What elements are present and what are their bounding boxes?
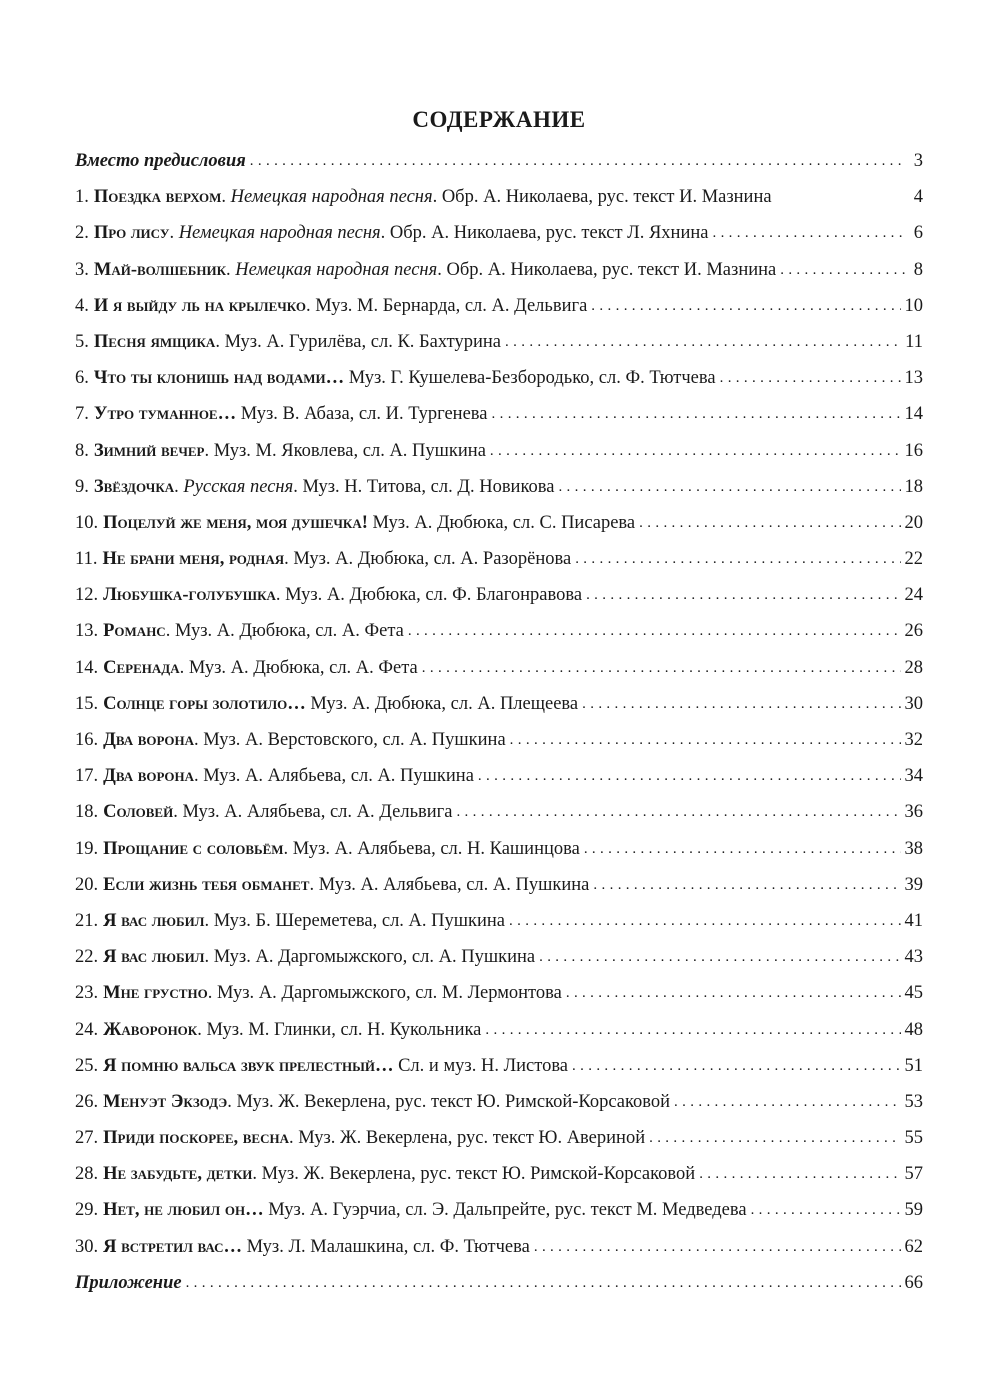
- page-number: 14: [904, 404, 923, 425]
- leader-dots: [649, 1124, 900, 1151]
- toc-row[interactable]: [75, 293, 923, 329]
- entry-title-tail: .: [309, 874, 315, 895]
- entry-title: Утро туманное…: [93, 404, 237, 425]
- entry-subtitle: Немецкая народная песня: [230, 187, 433, 208]
- entry-title: Звёздочка: [93, 476, 175, 497]
- entry-number: 5.: [75, 331, 89, 352]
- entry-title-tail: .: [252, 1164, 258, 1185]
- leader-dots: [558, 473, 900, 500]
- leader-dots: [586, 581, 900, 608]
- entry-details: Сл. и муз. Н. Листова: [393, 1055, 569, 1076]
- entry-details: Муз. Ж. Векерлена, рус. текст Ю. Римской-Корсаковой: [231, 1091, 671, 1112]
- entry-details: Муз. А. Алябьева, сл. А. Пушкина: [198, 766, 474, 787]
- page-number: 53: [904, 1091, 923, 1112]
- entry-subtitle: Немецкая народная песня: [235, 259, 438, 280]
- toc-entry-text: [75, 220, 708, 246]
- leader-dots: [456, 798, 900, 825]
- toc-row[interactable]: [75, 582, 923, 618]
- entry-number: 20.: [75, 874, 99, 895]
- entry-title-tail: .: [197, 1019, 202, 1040]
- entry-title: Не забудьте, детки: [103, 1164, 253, 1185]
- entry-number: 12.: [75, 585, 99, 606]
- entry-details: Муз. А. Дюбюка, сл. С. Писарева: [367, 512, 636, 533]
- entry-title: Что ты клонишь над водами…: [93, 368, 345, 389]
- entry-number: 3.: [75, 259, 89, 280]
- toc-row[interactable]: [75, 908, 923, 944]
- toc-row[interactable]: [75, 1161, 923, 1197]
- entry-number: 7.: [75, 404, 89, 425]
- toc-entry-text: [75, 1197, 747, 1223]
- entry-title: Романс: [103, 621, 166, 642]
- entry-title-tail: .: [204, 440, 210, 461]
- entry-details: Муз. А. Алябьева, сл. Н. Кашинцова: [288, 838, 580, 859]
- toc-entry-text: [75, 257, 776, 283]
- toc-entry-text: [75, 1053, 568, 1079]
- entry-title: Любушка-голубушка: [103, 585, 276, 606]
- page-number: 8: [913, 259, 923, 280]
- entry-title-tail: .: [227, 1091, 232, 1112]
- entry-details: Муз. Ж. Векерлена, рус. текст Ю. Авериной: [293, 1128, 646, 1149]
- entry-number: 29.: [75, 1200, 99, 1221]
- leader-dots: [186, 1269, 901, 1296]
- toc-entry-text: [75, 655, 418, 681]
- leader-dots: [584, 835, 901, 862]
- entry-title-tail: .: [284, 549, 289, 570]
- page-number: 34: [904, 766, 923, 787]
- leader-dots: [712, 219, 905, 246]
- toc-row[interactable]: [75, 438, 923, 474]
- toc-row[interactable]: [75, 691, 923, 727]
- entry-title: Приди поскорее, весна: [103, 1128, 289, 1149]
- entry-title-tail: .: [226, 259, 231, 280]
- page-number: 24: [904, 585, 923, 606]
- toc-row[interactable]: [75, 401, 923, 437]
- entry-number: 18.: [75, 802, 99, 823]
- entry-title: Нет, не любил он…: [103, 1200, 264, 1221]
- leader-dots: [780, 256, 905, 283]
- entry-number: 1.: [75, 187, 89, 208]
- toc-row-preface[interactable]: [75, 148, 923, 184]
- entry-details: Муз. А. Даргомыжского, сл. М. Лермонтова: [212, 983, 562, 1004]
- entry-details: Муз. А. Дюбюка, сл. А. Фета: [184, 657, 418, 678]
- entry-subtitle: Русская песня: [183, 476, 294, 497]
- toc-entry-text: [75, 1234, 530, 1260]
- entry-details: Муз. А. Гурилёва, сл. К. Бахтурина: [219, 331, 502, 352]
- page-number: 51: [904, 1055, 923, 1076]
- toc-entry-text: [75, 1017, 481, 1043]
- entry-number: 13.: [75, 621, 99, 642]
- toc-row[interactable]: [75, 1089, 923, 1125]
- entry-title: Соловей: [103, 802, 174, 823]
- page-number: 66: [904, 1272, 923, 1293]
- toc-entry-text: [75, 510, 635, 536]
- entry-number: 25.: [75, 1055, 99, 1076]
- toc-row[interactable]: [75, 329, 923, 365]
- entry-title-tail: .: [289, 1128, 294, 1149]
- entry-details: Муз. А. Дюбюка, сл. А. Разорёнова: [288, 549, 572, 570]
- leader-dots: [751, 1196, 901, 1223]
- entry-title: Не брани меня, родная: [102, 549, 285, 570]
- entry-number: 6.: [75, 368, 89, 389]
- entry-details: Муз. А. Верстовского, сл. А. Пушкина: [198, 730, 506, 750]
- toc-entry-text: [75, 546, 571, 572]
- entry-details: Муз. А. Дюбюка, сл. А. Плещеева: [305, 693, 579, 714]
- leader-dots: [674, 1088, 900, 1115]
- toc-row[interactable]: [75, 836, 923, 872]
- toc-entry-text: [75, 944, 535, 970]
- page-number: 39: [904, 874, 923, 895]
- leader-dots: [505, 328, 901, 355]
- entry-number: 30.: [75, 1236, 99, 1257]
- entry-title: Зимний вечер: [93, 440, 205, 461]
- page-number: 22: [904, 549, 923, 570]
- leader-dots: [510, 726, 901, 753]
- toc-row[interactable]: [75, 655, 923, 691]
- entry-details: Муз. М. Глинки, сл. Н. Кукольника: [201, 1019, 482, 1040]
- entry-title-tail: .: [193, 730, 199, 750]
- entry-number: 8.: [75, 440, 89, 461]
- preface-label: Вместо предисловия: [75, 151, 246, 171]
- entry-number: 27.: [75, 1128, 99, 1149]
- entry-number: 26.: [75, 1091, 99, 1112]
- entry-title: Два ворона: [103, 730, 194, 750]
- entry-title-tail: .: [215, 331, 220, 352]
- leader-dots: [490, 437, 901, 464]
- toc-row[interactable]: [75, 1234, 923, 1270]
- page-number: 45: [904, 983, 923, 1004]
- toc-entry-text: [75, 582, 582, 608]
- entry-number: 15.: [75, 693, 99, 714]
- toc-entry-text: [75, 293, 587, 319]
- entry-details: Муз. А. Алябьева, сл. А. Пушкина: [314, 874, 590, 895]
- page-number: 62: [904, 1236, 923, 1257]
- table-of-contents: [75, 148, 923, 1306]
- page-number: 6: [913, 223, 923, 244]
- toc-entry-text: [75, 763, 474, 789]
- toc-row[interactable]: [75, 1017, 923, 1053]
- entry-details: Муз. М. Бернарда, сл. А. Дельвига: [310, 295, 588, 316]
- entry-number: 28.: [75, 1164, 99, 1185]
- entry-title: Песня ямщика: [93, 331, 216, 352]
- entry-number: 2.: [75, 223, 89, 244]
- page-number: 3: [913, 151, 923, 171]
- entry-title: Мне грустно: [103, 983, 208, 1004]
- toc-entry-text: [75, 908, 505, 934]
- page-number: 10: [904, 295, 923, 316]
- entry-title: Солнце горы золотило…: [103, 693, 306, 714]
- entry-details: Муз. Г. Кушелева-Безбородько, сл. Ф. Тютчева: [344, 368, 716, 389]
- entry-details: Муз. Л. Малашкина, сл. Ф. Тютчева: [242, 1236, 530, 1257]
- toc-entry-text: [75, 438, 486, 464]
- entry-details: . Муз. Н. Титова, сл. Д. Новикова: [293, 476, 555, 497]
- entry-title-tail: .: [165, 621, 171, 642]
- entry-subtitle: Немецкая народная песня: [178, 223, 381, 244]
- entry-details: . Обр. А. Николаева, рус. текст И. Мазнина: [432, 187, 772, 208]
- page-number: 43: [904, 947, 923, 968]
- entry-title-tail: .: [169, 223, 175, 244]
- toc-row-appendix[interactable]: [75, 1270, 923, 1306]
- toc-row[interactable]: [75, 944, 923, 980]
- entry-title-tail: .: [275, 585, 281, 606]
- entry-number: 16.: [75, 730, 99, 750]
- toc-entry-text: [75, 872, 589, 898]
- entry-title: Прощание с соловьём: [103, 838, 284, 859]
- leader-dots: [591, 292, 900, 319]
- toc-entry-text: [75, 618, 404, 644]
- toc-entry-text: [75, 980, 562, 1006]
- leader-dots: [593, 871, 900, 898]
- toc-row[interactable]: [75, 257, 923, 293]
- entry-title: Серенада: [103, 657, 180, 678]
- leader-dots: [509, 907, 900, 934]
- entry-title: Я встретил вас…: [103, 1236, 243, 1257]
- page-number: 32: [904, 730, 923, 750]
- leader-dots: [492, 400, 901, 427]
- toc-row[interactable]: [75, 184, 923, 220]
- entry-title: Май-волшебник: [93, 259, 227, 280]
- leader-dots: [699, 1160, 900, 1187]
- entry-number: 10.: [75, 512, 99, 533]
- page-number: 4: [913, 187, 923, 208]
- toc-entry-text: [75, 401, 488, 427]
- entry-title: Если жизнь тебя обманет: [103, 874, 310, 895]
- page-number: 38: [904, 838, 923, 859]
- page-title: СОДЕРЖАНИЕ: [412, 107, 586, 132]
- toc-row[interactable]: [75, 1197, 923, 1233]
- toc-entry-text: [75, 329, 501, 355]
- entry-title-tail: .: [174, 476, 179, 497]
- entry-title-tail: .: [207, 983, 213, 1004]
- toc-entry-text: [75, 474, 554, 500]
- entry-number: 14.: [75, 657, 99, 678]
- entry-title: Два ворона: [103, 766, 194, 787]
- entry-number: 4.: [75, 295, 89, 316]
- page-number: 57: [904, 1164, 923, 1185]
- entry-title: И я выйду ль на крылечко: [93, 295, 306, 316]
- toc-row[interactable]: [75, 799, 923, 835]
- entry-title: Поцелуй же меня, моя душечка!: [103, 512, 368, 533]
- toc-row[interactable]: [75, 546, 923, 582]
- toc-entry-text: [75, 691, 578, 717]
- entry-number: 21.: [75, 910, 99, 931]
- page-number: 48: [904, 1019, 923, 1040]
- entry-title-tail: .: [306, 295, 311, 316]
- toc-row[interactable]: [75, 980, 923, 1016]
- leader-dots: [250, 147, 905, 174]
- page-number: 18: [904, 476, 923, 497]
- entry-details: Муз. А. Гуэрчиа, сл. Э. Дальпрейте, рус. текст М. Медведева: [263, 1200, 747, 1221]
- entry-title-tail: .: [179, 657, 185, 678]
- leader-dots: [572, 1052, 900, 1079]
- page-number: 13: [904, 368, 923, 389]
- entry-title-tail: .: [283, 838, 289, 859]
- toc-row[interactable]: [75, 1125, 923, 1161]
- page-number: 11: [905, 331, 923, 352]
- entry-details: Муз. Ж. Векерлена, рус. текст Ю. Римской-Корсаковой: [257, 1164, 696, 1185]
- page-number: 59: [904, 1200, 923, 1221]
- entry-number: 22.: [75, 947, 99, 968]
- toc-entry-text: [75, 836, 580, 862]
- entry-number: 17.: [75, 766, 99, 787]
- page-number: 55: [904, 1128, 923, 1149]
- page-number: 36: [904, 802, 923, 823]
- leader-dots: [720, 364, 901, 391]
- entry-title-tail: .: [193, 766, 199, 787]
- entry-title: Я помню вальса звук прелестный…: [103, 1055, 394, 1076]
- leader-dots: [539, 943, 900, 970]
- entry-details: . Обр. А. Николаева, рус. текст Л. Яхнина: [380, 223, 709, 244]
- leader-dots: [478, 762, 901, 789]
- entry-details: Муз. А. Дюбюка, сл. Ф. Благонравова: [280, 585, 583, 606]
- page-number: 26: [904, 621, 923, 642]
- entry-title: Менуэт Экзодэ: [103, 1091, 228, 1112]
- toc-row[interactable]: [75, 727, 923, 763]
- leader-dots: [422, 654, 901, 681]
- toc-entry-text: [75, 727, 506, 753]
- page-number: 20: [904, 512, 923, 533]
- entry-details: Муз. А. Алябьева, сл. А. Дельвига: [177, 802, 453, 823]
- entry-number: 9.: [75, 476, 89, 497]
- entry-details: Муз. А. Дюбюка, сл. А. Фета: [170, 621, 404, 642]
- entry-title: Я вас любил: [103, 947, 205, 968]
- entry-title-tail: .: [173, 802, 178, 823]
- toc-entry-text: [75, 1089, 670, 1115]
- toc-entry-text: [75, 1161, 695, 1187]
- toc-row[interactable]: [75, 220, 923, 256]
- leader-dots: [566, 979, 901, 1006]
- entry-number: 11.: [75, 549, 98, 570]
- toc-entry-text: [75, 799, 452, 825]
- toc-row[interactable]: [75, 510, 923, 546]
- entry-details: . Обр. А. Николаева, рус. текст И. Мазнина: [437, 259, 777, 280]
- toc-row[interactable]: [75, 474, 923, 510]
- toc-row[interactable]: [75, 1053, 923, 1089]
- entry-details: Муз. М. Яковлева, сл. А. Пушкина: [209, 440, 486, 461]
- entry-title: Про лису: [93, 223, 170, 244]
- entry-number: 19.: [75, 838, 99, 859]
- entry-title-tail: .: [221, 187, 226, 208]
- page-number: 16: [904, 440, 923, 461]
- toc-entry-text: [75, 184, 772, 210]
- page-number: 41: [904, 910, 923, 931]
- toc-row[interactable]: [75, 365, 923, 401]
- toc-row[interactable]: [75, 618, 923, 654]
- entry-title: Я вас любил: [103, 910, 205, 931]
- toc-row[interactable]: [75, 872, 923, 908]
- appendix-label: Приложение: [75, 1272, 182, 1293]
- leader-dots: [485, 1016, 900, 1043]
- leader-dots: [575, 545, 900, 572]
- entry-title: Поездка верхом: [93, 187, 222, 208]
- entry-details: Муз. А. Даргомыжского, сл. А. Пушкина: [209, 947, 536, 968]
- entry-title: Жаворонок: [103, 1019, 198, 1040]
- entry-details: Муз. В. Абаза, сл. И. Тургенева: [236, 404, 488, 425]
- page-number: 28: [904, 657, 923, 678]
- entry-title-tail: .: [204, 947, 210, 968]
- toc-entry-text: [75, 1125, 645, 1151]
- toc-entry-text: [75, 365, 716, 391]
- entry-title-tail: .: [204, 910, 210, 931]
- page-number: 30: [904, 693, 923, 714]
- leader-dots: [582, 690, 900, 717]
- entry-details: Муз. Б. Шереметева, сл. А. Пушкина: [209, 910, 506, 931]
- toc-row[interactable]: [75, 763, 923, 799]
- entry-number: 24.: [75, 1019, 99, 1040]
- leader-dots: [534, 1233, 901, 1260]
- entry-number: 23.: [75, 983, 99, 1004]
- leader-dots: [408, 617, 901, 644]
- leader-dots: [639, 509, 900, 536]
